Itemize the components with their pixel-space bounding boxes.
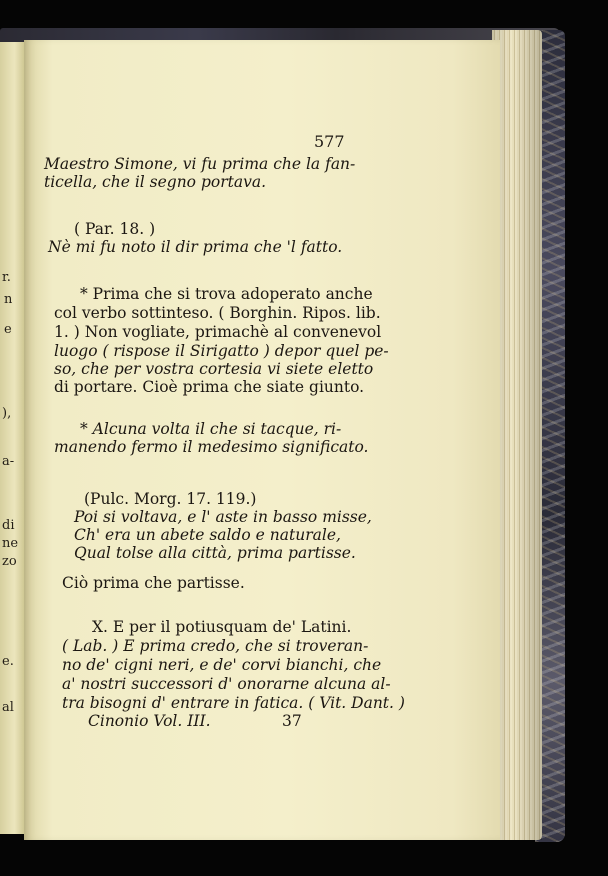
margin-fragment: al: [2, 700, 14, 715]
signature-mark: 37: [282, 712, 302, 730]
margin-fragment: di: [2, 518, 15, 533]
left-page-edge: [0, 42, 25, 834]
page-number: 577: [314, 132, 345, 151]
text-line: luogo ( rispose il Sirigatto ) depor quel pe-: [54, 342, 389, 360]
text-line: Maestro Simone, vi fu prima che la fan-: [44, 155, 356, 173]
margin-fragment: a-: [2, 454, 15, 469]
signature-footer: Cinonio Vol. III.: [88, 712, 211, 730]
book-page: [24, 40, 500, 840]
text-line: Nè mi fu noto il dir prima che 'l fatto.: [48, 238, 343, 256]
text-line: col verbo sottinteso. ( Borghin. Ripos. lib.: [54, 304, 381, 322]
text-line: di portare. Cioè prima che siate giunto.: [54, 378, 365, 396]
citation-line: (Pulc. Morg. 17. 119.): [84, 490, 257, 508]
margin-fragment: ne: [2, 536, 19, 551]
text-line: so, che per vostra cortesia vi siete eletto: [54, 360, 374, 378]
text-line: a' nostri successori d' onorarne alcuna al-: [62, 675, 391, 693]
margin-fragment: ),: [2, 406, 12, 421]
citation-line: ( Par. 18. ): [74, 220, 156, 238]
verse-line: Qual tolse alla città, prima partisse.: [74, 544, 356, 562]
text-line: no de' cigni neri, e de' corvi bianchi, che: [62, 656, 382, 674]
section-line: X. E per il potiusquam de' Latini.: [92, 618, 352, 636]
text-line: ticella, che il segno portava.: [44, 173, 267, 191]
text-line: tra bisogni d' entrare in fatica. ( Vit. Dant. ): [62, 694, 405, 712]
text-line: * Prima che si trova adoperato anche: [80, 285, 373, 303]
margin-fragment: zo: [2, 554, 17, 569]
text-line: ( Lab. ) E prima credo, che si troveran-: [62, 637, 369, 655]
margin-fragment: e: [4, 322, 12, 337]
margin-fragment: r.: [2, 270, 11, 285]
text-line: * Alcuna volta il che si tacque, ri-: [80, 420, 342, 438]
margin-fragment: e.: [2, 654, 14, 669]
text-line: Ciò prima che partisse.: [62, 574, 245, 592]
text-line: manendo fermo il medesimo significato.: [54, 438, 369, 456]
margin-fragment: n: [4, 292, 13, 307]
verse-line: Ch' era un abete saldo e naturale,: [74, 526, 341, 544]
text-line: 1. ) Non vogliate, primachè al convenevol: [54, 323, 382, 341]
verse-line: Poi si voltava, e l' aste in basso misse,: [74, 508, 372, 526]
